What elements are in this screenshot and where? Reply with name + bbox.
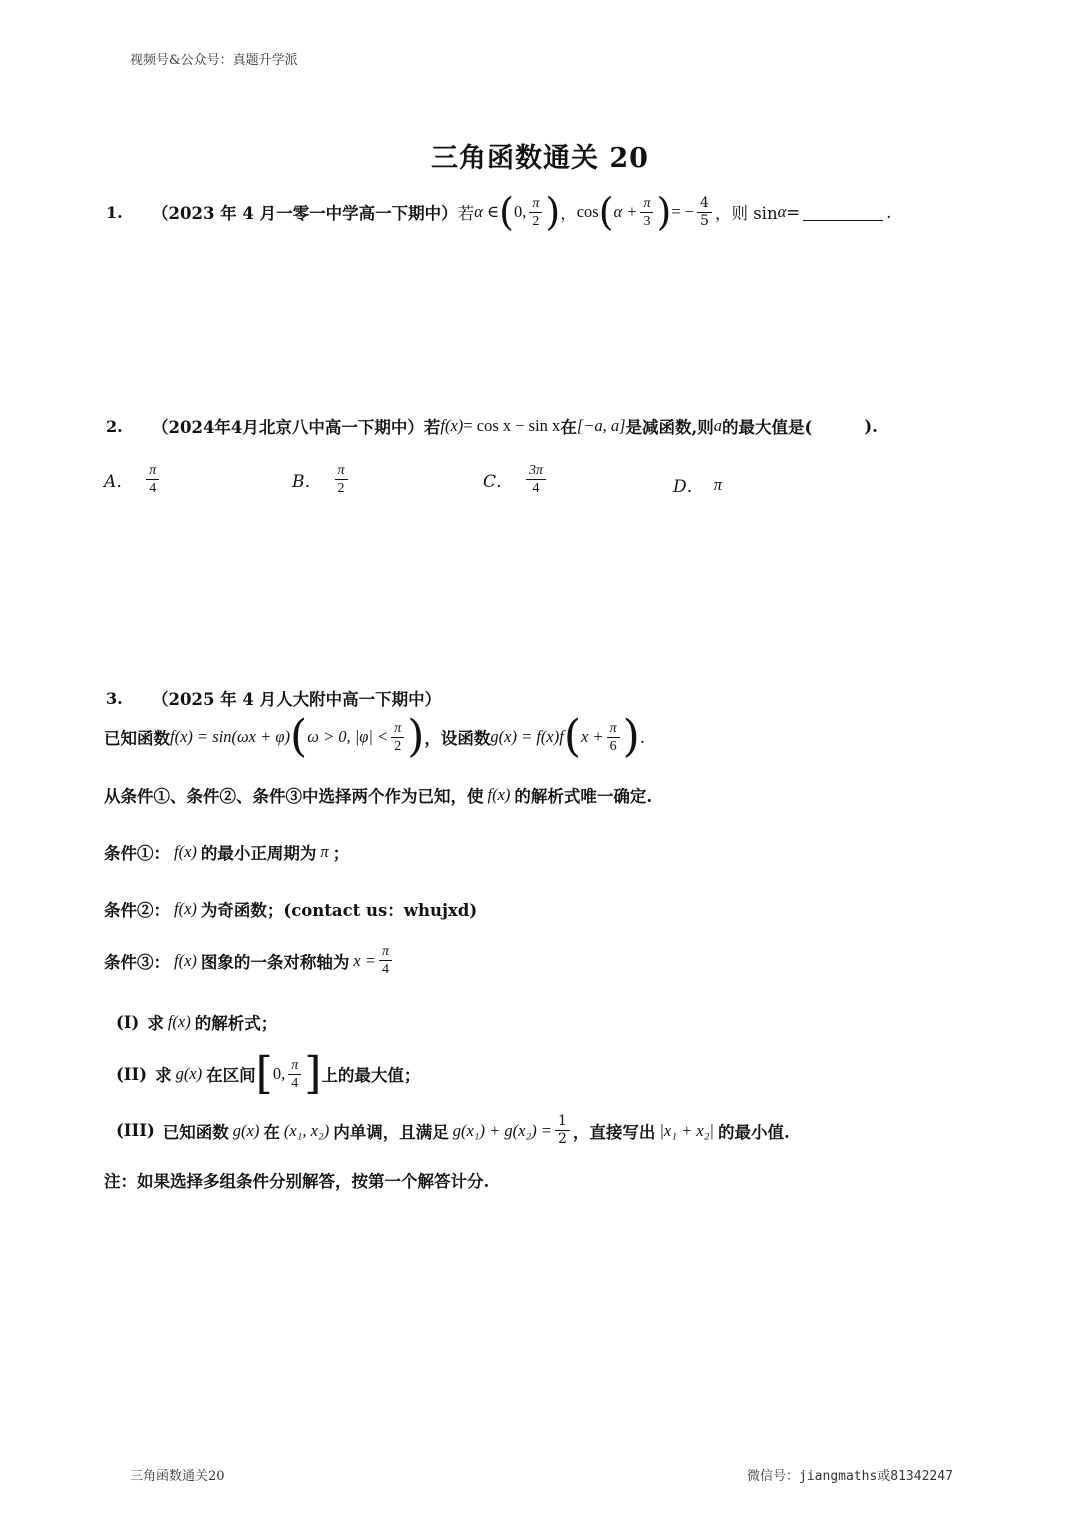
text: 求	[155, 1066, 172, 1085]
math: f(x) = sin(ωx + φ)	[170, 727, 291, 746]
numerator: 3π	[526, 462, 546, 480]
numerator: π	[391, 720, 404, 738]
math: = cos x − sin x	[463, 416, 561, 435]
math: (x₁, x₂)	[283, 1120, 330, 1140]
denominator: 4	[532, 481, 540, 496]
math: α	[777, 202, 787, 221]
question-number: 1.	[106, 202, 123, 222]
condition-label: 条件①：	[104, 844, 170, 863]
part-3	[116, 1113, 790, 1148]
fraction-4-over-5	[697, 195, 712, 230]
paren-right: )	[545, 190, 561, 234]
denominator: 3	[643, 213, 651, 229]
numerator: π	[335, 462, 348, 480]
text: ，设函数	[424, 729, 491, 748]
question-number: 2.	[106, 416, 123, 436]
scoring-note	[104, 1168, 489, 1192]
math: a	[713, 416, 723, 435]
text: 在	[560, 418, 577, 437]
part-1	[116, 1010, 277, 1034]
paren-right: )	[622, 711, 640, 762]
part-2	[116, 1048, 421, 1099]
condition-label: 条件②：	[104, 901, 170, 920]
text: 的解析式；	[194, 1014, 278, 1033]
page-header: 视频号&公众号：真题升学派	[130, 53, 298, 68]
option-a	[104, 462, 162, 497]
fraction-pi-over-2	[391, 720, 404, 755]
denominator: 5	[700, 212, 709, 229]
denominator: 2	[532, 213, 540, 229]
text: 的最小正周期为	[200, 844, 317, 863]
math: f(x)	[174, 899, 197, 918]
question-source: （2023 年 4 月一零一中学高一下期中）	[152, 204, 458, 223]
text: .	[886, 202, 892, 222]
math: f(x)	[167, 1012, 191, 1031]
part-label: (I)	[116, 1012, 140, 1032]
question-source: （2025 年 4 月人大附中高一下期中）	[152, 690, 442, 709]
question-2	[106, 414, 878, 438]
text: ).	[864, 416, 878, 436]
footer-right	[747, 1465, 953, 1484]
text: 已知函数	[162, 1122, 229, 1142]
math: g(x₁) + g(x₂) =	[452, 1120, 552, 1140]
text: 的最小值.	[717, 1122, 790, 1142]
option-label: B．	[292, 472, 322, 492]
q3-function-definition	[104, 711, 646, 762]
text: =	[786, 202, 801, 222]
fraction-1-over-2	[555, 1113, 570, 1148]
option-value	[146, 462, 159, 497]
question-source: （2024年4月北京八中高一下期中）	[152, 418, 424, 437]
bracket-right: ]	[304, 1048, 322, 1099]
option-label: A．	[104, 472, 134, 492]
denominator: 4	[149, 481, 157, 496]
text: 的最大值是(	[722, 418, 813, 437]
text: .	[639, 727, 646, 747]
text: ，	[560, 204, 577, 223]
option-label: C．	[483, 472, 514, 492]
option-b	[292, 462, 351, 497]
numerator: π	[607, 720, 620, 738]
condition-label: 条件③：	[104, 952, 170, 972]
math: 0,	[272, 1064, 286, 1083]
part-label: (II)	[116, 1064, 148, 1084]
math: |x₁ + x₂|	[659, 1120, 714, 1140]
option-d	[673, 472, 722, 497]
denominator: 2	[337, 481, 345, 496]
text: 内单调，且满足	[333, 1122, 449, 1142]
condition-3	[104, 943, 395, 978]
option-value	[335, 462, 348, 497]
text: 已知函数	[104, 729, 170, 748]
fraction-pi-over-4	[288, 1057, 301, 1092]
text: 为奇函数；(contact us：whujxd)	[200, 901, 478, 920]
question-1	[106, 190, 892, 234]
numerator: π	[288, 1057, 301, 1075]
bracket-left: [	[255, 1048, 273, 1099]
option-value: π	[713, 474, 723, 494]
math: ω > 0, |φ| <	[307, 727, 389, 746]
fraction-pi-over-3	[640, 195, 653, 230]
numerator: π	[640, 195, 653, 213]
numerator: 1	[555, 1113, 570, 1131]
denominator: 2	[394, 738, 402, 754]
q3-instruction	[104, 783, 652, 807]
footer-label: 微信号：	[747, 1469, 800, 1484]
document-title: 三角函数通关 20	[431, 143, 649, 174]
math: x +	[580, 727, 604, 746]
text: 上的最大值；	[321, 1066, 421, 1085]
text: 注：如果选择多组条件分别解答，按第一个解答计分.	[104, 1172, 490, 1191]
denominator: 6	[609, 738, 617, 754]
math: g(x) = f(x)f	[490, 727, 564, 746]
math: = −	[671, 202, 695, 221]
text: 是减函数,则	[625, 418, 714, 437]
condition-2	[104, 897, 477, 921]
paren-left: (	[598, 190, 614, 234]
numerator: π	[146, 462, 159, 480]
fraction-pi-over-2	[529, 195, 542, 230]
math: α ∈	[474, 202, 500, 221]
text: 若	[423, 418, 441, 437]
denominator: 4	[382, 962, 389, 977]
math: 0,	[513, 202, 527, 221]
math: f(x)	[487, 785, 511, 804]
text: 若	[457, 204, 475, 223]
paren-left: (	[499, 190, 514, 234]
condition-1	[104, 840, 349, 864]
text: 从条件①、条件②、条件③中选择两个作为已知，使	[104, 787, 484, 806]
math: f(x)	[440, 416, 464, 435]
text: 图象的一条对称轴为	[200, 952, 350, 972]
text: 在区间	[206, 1066, 256, 1085]
text: 求	[147, 1014, 164, 1033]
paren-right: )	[407, 711, 425, 762]
footer-value: jiangmaths或81342247	[799, 1469, 953, 1484]
footer-left: 三角函数通关20	[130, 1469, 225, 1484]
fraction-pi-over-6	[607, 720, 620, 755]
denominator: 4	[291, 1075, 299, 1091]
denominator: 2	[557, 1131, 567, 1147]
fraction-pi-over-4	[379, 943, 392, 978]
math: f(x)	[174, 842, 197, 861]
text: ，则 sin	[714, 204, 778, 223]
numerator: π	[529, 195, 542, 213]
math: cos	[576, 202, 599, 221]
option-value	[526, 462, 546, 497]
math: g(x)	[175, 1064, 203, 1083]
text: ，直接写出	[572, 1122, 656, 1142]
numerator: 4	[697, 195, 712, 213]
paren-right: )	[656, 190, 672, 234]
option-c	[483, 462, 549, 497]
math: π	[320, 842, 329, 861]
numerator: π	[379, 943, 392, 961]
question-3-header	[106, 686, 441, 710]
math: g(x)	[232, 1120, 260, 1140]
math: α +	[613, 202, 638, 221]
text: 在	[263, 1122, 280, 1142]
text: ；	[332, 844, 350, 863]
question-number: 3.	[106, 688, 123, 708]
paren-left: (	[290, 711, 308, 762]
answer-blank	[803, 204, 883, 221]
math: [−a, a]	[576, 416, 626, 435]
text: 的解析式唯一确定.	[514, 787, 653, 806]
math: x =	[353, 950, 376, 970]
option-label: D．	[673, 477, 704, 497]
part-label: (III)	[116, 1121, 155, 1140]
paren-left: (	[563, 711, 581, 762]
math: f(x)	[174, 950, 197, 970]
